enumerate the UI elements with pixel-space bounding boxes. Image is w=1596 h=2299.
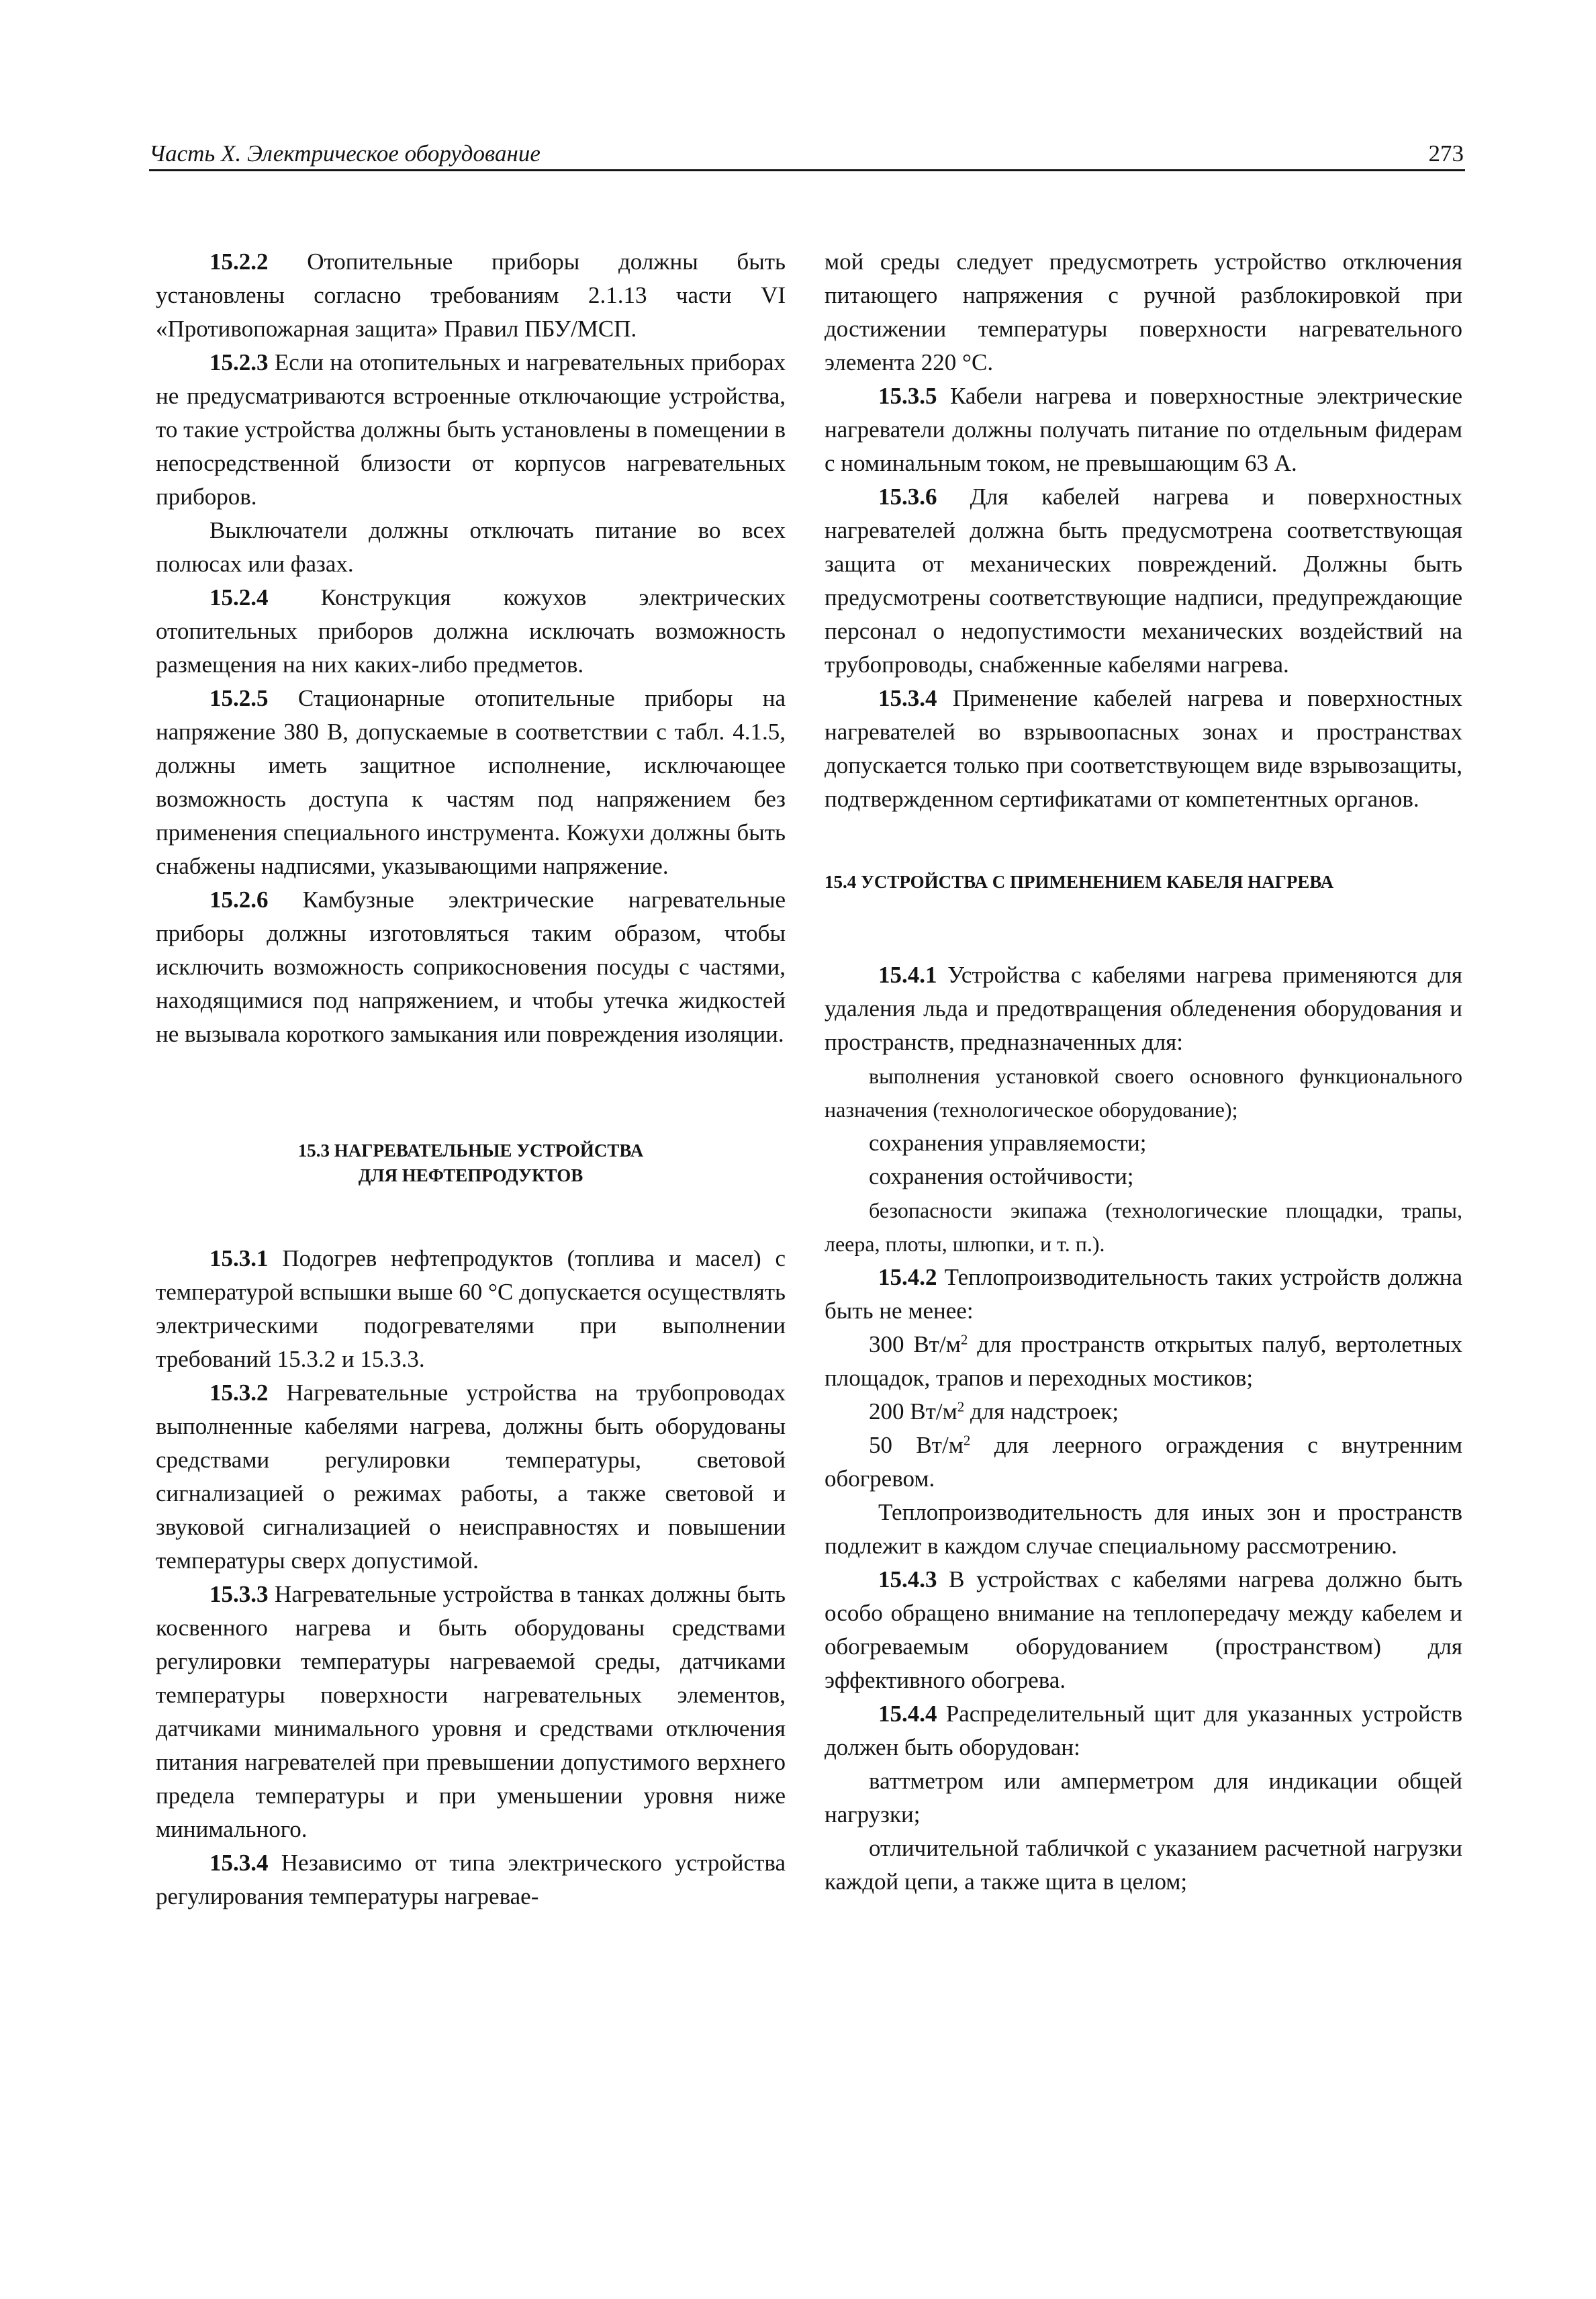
- running-header-title: Часть X. Электрическое оборудование: [149, 140, 541, 167]
- paragraph-text: Теплопроизводительность таких устройств должна быть не менее:: [825, 1264, 1462, 1324]
- paragraph-text: Выключатели должны отключать питание во всех полюсах или фазах.: [156, 517, 786, 577]
- clause-number: 15.3.3: [209, 1581, 269, 1607]
- paragraph: [156, 883, 786, 1051]
- left-column: [156, 245, 786, 1913]
- clause-number: 15.4.2: [878, 1264, 937, 1290]
- paragraph: [825, 1496, 1462, 1563]
- clause-number: 15.3.6: [878, 484, 937, 510]
- list-item: сохранения управляемости;: [869, 1130, 1147, 1156]
- superscript: 2: [960, 1331, 968, 1348]
- paragraph: [156, 1376, 786, 1578]
- clause-number: 15.3.1: [209, 1245, 269, 1271]
- paragraph-text: Конструкция кожухов электрических отопительных приборов должна исключать возможность размещения на них каких-либо предметов.: [156, 584, 786, 678]
- page-number: 273: [1428, 140, 1464, 167]
- section-heading-line: ДЛЯ НЕФТЕПРОДУКТОВ: [358, 1165, 583, 1185]
- list-item-text: для пространств открытых палуб, вертолетных площадок, трапов и переходных мостиков;: [825, 1331, 1462, 1391]
- paragraph-text: Стационарные отопительные приборы на напряжение 380 В, допускаемые в соответствии с табл. 4.1.5, должны иметь защитное исполнение, исключающее возможность доступа к частям под напряжением без применения специального инструмента. Кожухи должны быть снабжены надписями, указывающими напряжение.: [156, 685, 786, 879]
- list-item: [825, 1429, 1462, 1496]
- clause-number: 15.4.4: [878, 1701, 937, 1727]
- list-item: [825, 1395, 1462, 1429]
- list-item-text: для надстроек;: [964, 1398, 1119, 1425]
- section-heading: [156, 1138, 786, 1188]
- list-item: выполнения установкой своего основного функционального назначения (технологическое оборудование);: [825, 1064, 1462, 1122]
- paragraph-text: Отопительные приборы должны быть установлены согласно требованиям 2.1.13 части VI «Противопожарная защита» Правил ПБУ/МСП.: [156, 249, 786, 342]
- paragraph-text: Кабели нагрева и поверхностные электрические нагреватели должны получать питание по отдельным фидерам с номинальным током, не превышающим 63 А.: [825, 383, 1462, 476]
- paragraph: [156, 1846, 786, 1913]
- paragraph: [825, 682, 1462, 816]
- clause-number: 15.2.4: [209, 584, 269, 611]
- list-item: [825, 1328, 1462, 1395]
- paragraph: [156, 346, 786, 514]
- paragraph-text: Теплопроизводительность для иных зон и пространств подлежит в каждом случае специальному рассмотрению.: [825, 1499, 1462, 1559]
- list-item-value: 300 Вт/м: [869, 1331, 961, 1357]
- paragraph-text: Устройства с кабелями нагрева применяются для удаления льда и предотвращения обледенения оборудования и пространств, предназначенных для:: [825, 962, 1462, 1055]
- clause-number: 15.3.4: [209, 1850, 269, 1876]
- list-item-value: 200 Вт/м: [869, 1398, 957, 1425]
- list-item: сохранения остойчивости;: [869, 1163, 1134, 1189]
- paragraph: [825, 958, 1462, 1059]
- paragraph: [156, 581, 786, 682]
- paragraph-text: Распределительный щит для указанных устройств должен быть оборудован:: [825, 1701, 1462, 1760]
- paragraph: [156, 245, 786, 346]
- section-heading-line: 15.3 НАГРЕВАТЕЛЬНЫЕ УСТРОЙСТВА: [297, 1140, 644, 1161]
- clause-number: 15.2.3: [209, 349, 269, 375]
- list-item-value: 50 Вт/м: [869, 1432, 964, 1458]
- list-item: безопасности экипажа (технологические площадки, трапы, леера, плоты, шлюпки, и т. п.).: [825, 1198, 1462, 1256]
- paragraph-text: Нагревательные устройства на трубопроводах выполненные кабелями нагрева, должны быть оборудованы средствами регулировки температуры, световой сигнализацией о режимах работы, а также световой и звуковой сигнализацией о неисправностях и повышении температуры сверх допустимой.: [156, 1380, 786, 1574]
- clause-number: 15.4.1: [878, 962, 937, 988]
- list-item: отличительной табличкой с указанием расчетной нагрузки каждой цепи, а также щита в целом;: [825, 1835, 1462, 1895]
- paragraph: [825, 245, 1462, 379]
- paragraph: [825, 1261, 1462, 1328]
- superscript: 2: [963, 1432, 971, 1449]
- clause-number: 15.3.2: [209, 1380, 269, 1406]
- paragraph: [156, 1578, 786, 1846]
- paragraph-text: Нагревательные устройства в танках должны быть косвенного нагрева и быть оборудованы средствами регулировки температуры нагреваемой среды, датчиками температуры поверхности нагревательных элементов, датчиками минимального уровня и средствами отключения питания нагревателей при превышении допустимого верхнего предела температуры и при уменьшении уровня ниже минимального.: [156, 1581, 786, 1842]
- section-heading: 15.4 УСТРОЙСТВА С ПРИМЕНЕНИЕМ КАБЕЛЯ НАГРЕВА: [825, 872, 1334, 892]
- paragraph-text: Подогрев нефтепродуктов (топлива и масел) с температурой вспышки выше 60 °С допускается осуществлять электрическими подогревателями при выполнении требований 15.3.2 и 15.3.3.: [156, 1245, 786, 1372]
- paragraph-text: Если на отопительных и нагревательных приборах не предусматриваются встроенные отключающие устройства, то такие устройства должны быть установлены в помещении в непосредственной близости от корпусов нагревательных приборов.: [156, 349, 786, 510]
- right-column: [825, 245, 1462, 1899]
- paragraph-text: Для кабелей нагрева и поверхностных нагревателей должна быть предусмотрена соответствующая защита от механических повреждений. Должны быть предусмотрены соответствующие надписи, предупреждающие персонал о недопустимости механических воздействий на трубопроводы, снабженные кабелями нагрева.: [825, 484, 1462, 678]
- clause-number: 15.2.5: [209, 685, 269, 711]
- paragraph-text: Камбузные электрические нагревательные приборы должны изготовляться таким образом, чтобы исключить возможность соприкосновения посуды с частями, находящимися под напряжением, и чтобы утечка жидкостей не вызывала короткого замыкания или повреждения изоляции.: [156, 887, 786, 1047]
- paragraph: [156, 514, 786, 581]
- clause-number: 15.2.6: [209, 887, 269, 913]
- list-item: ваттметром или амперметром для индикации общей нагрузки;: [825, 1768, 1462, 1828]
- paragraph: [825, 1697, 1462, 1764]
- clause-number: 15.3.4: [878, 685, 937, 711]
- clause-number: 15.4.3: [878, 1566, 937, 1592]
- paragraph-text: Применение кабелей нагрева и поверхностных нагревателей во взрывоопасных зонах и пространствах допускается только при соответствующем виде взрывозащиты, подтвержденном сертификатами от компетентных органов.: [825, 685, 1462, 812]
- paragraph-text: мой среды следует предусмотреть устройство отключения питающего напряжения с ручной разблокировкой при достижении температуры поверхности нагревательного элемента 220 °С.: [825, 249, 1462, 375]
- list-item-text: для леерного ограждения с внутренним обогревом.: [825, 1432, 1463, 1492]
- paragraph: [825, 1563, 1462, 1697]
- paragraph-text: В устройствах с кабелями нагрева должно быть особо обращено внимание на теплопередачу между кабелем и обогреваемым оборудованием (пространством) для эффективного обогрева.: [825, 1566, 1462, 1693]
- running-header: [149, 132, 1465, 171]
- superscript: 2: [957, 1398, 965, 1415]
- clause-number: 15.2.2: [209, 249, 269, 275]
- clause-number: 15.3.5: [878, 383, 937, 409]
- paragraph-text: Независимо от типа электрического устройства регулирования температуры нагревае-: [156, 1850, 786, 1909]
- paragraph: [825, 480, 1462, 682]
- paragraph: [825, 379, 1462, 480]
- paragraph: [156, 682, 786, 883]
- paragraph: [156, 1242, 786, 1376]
